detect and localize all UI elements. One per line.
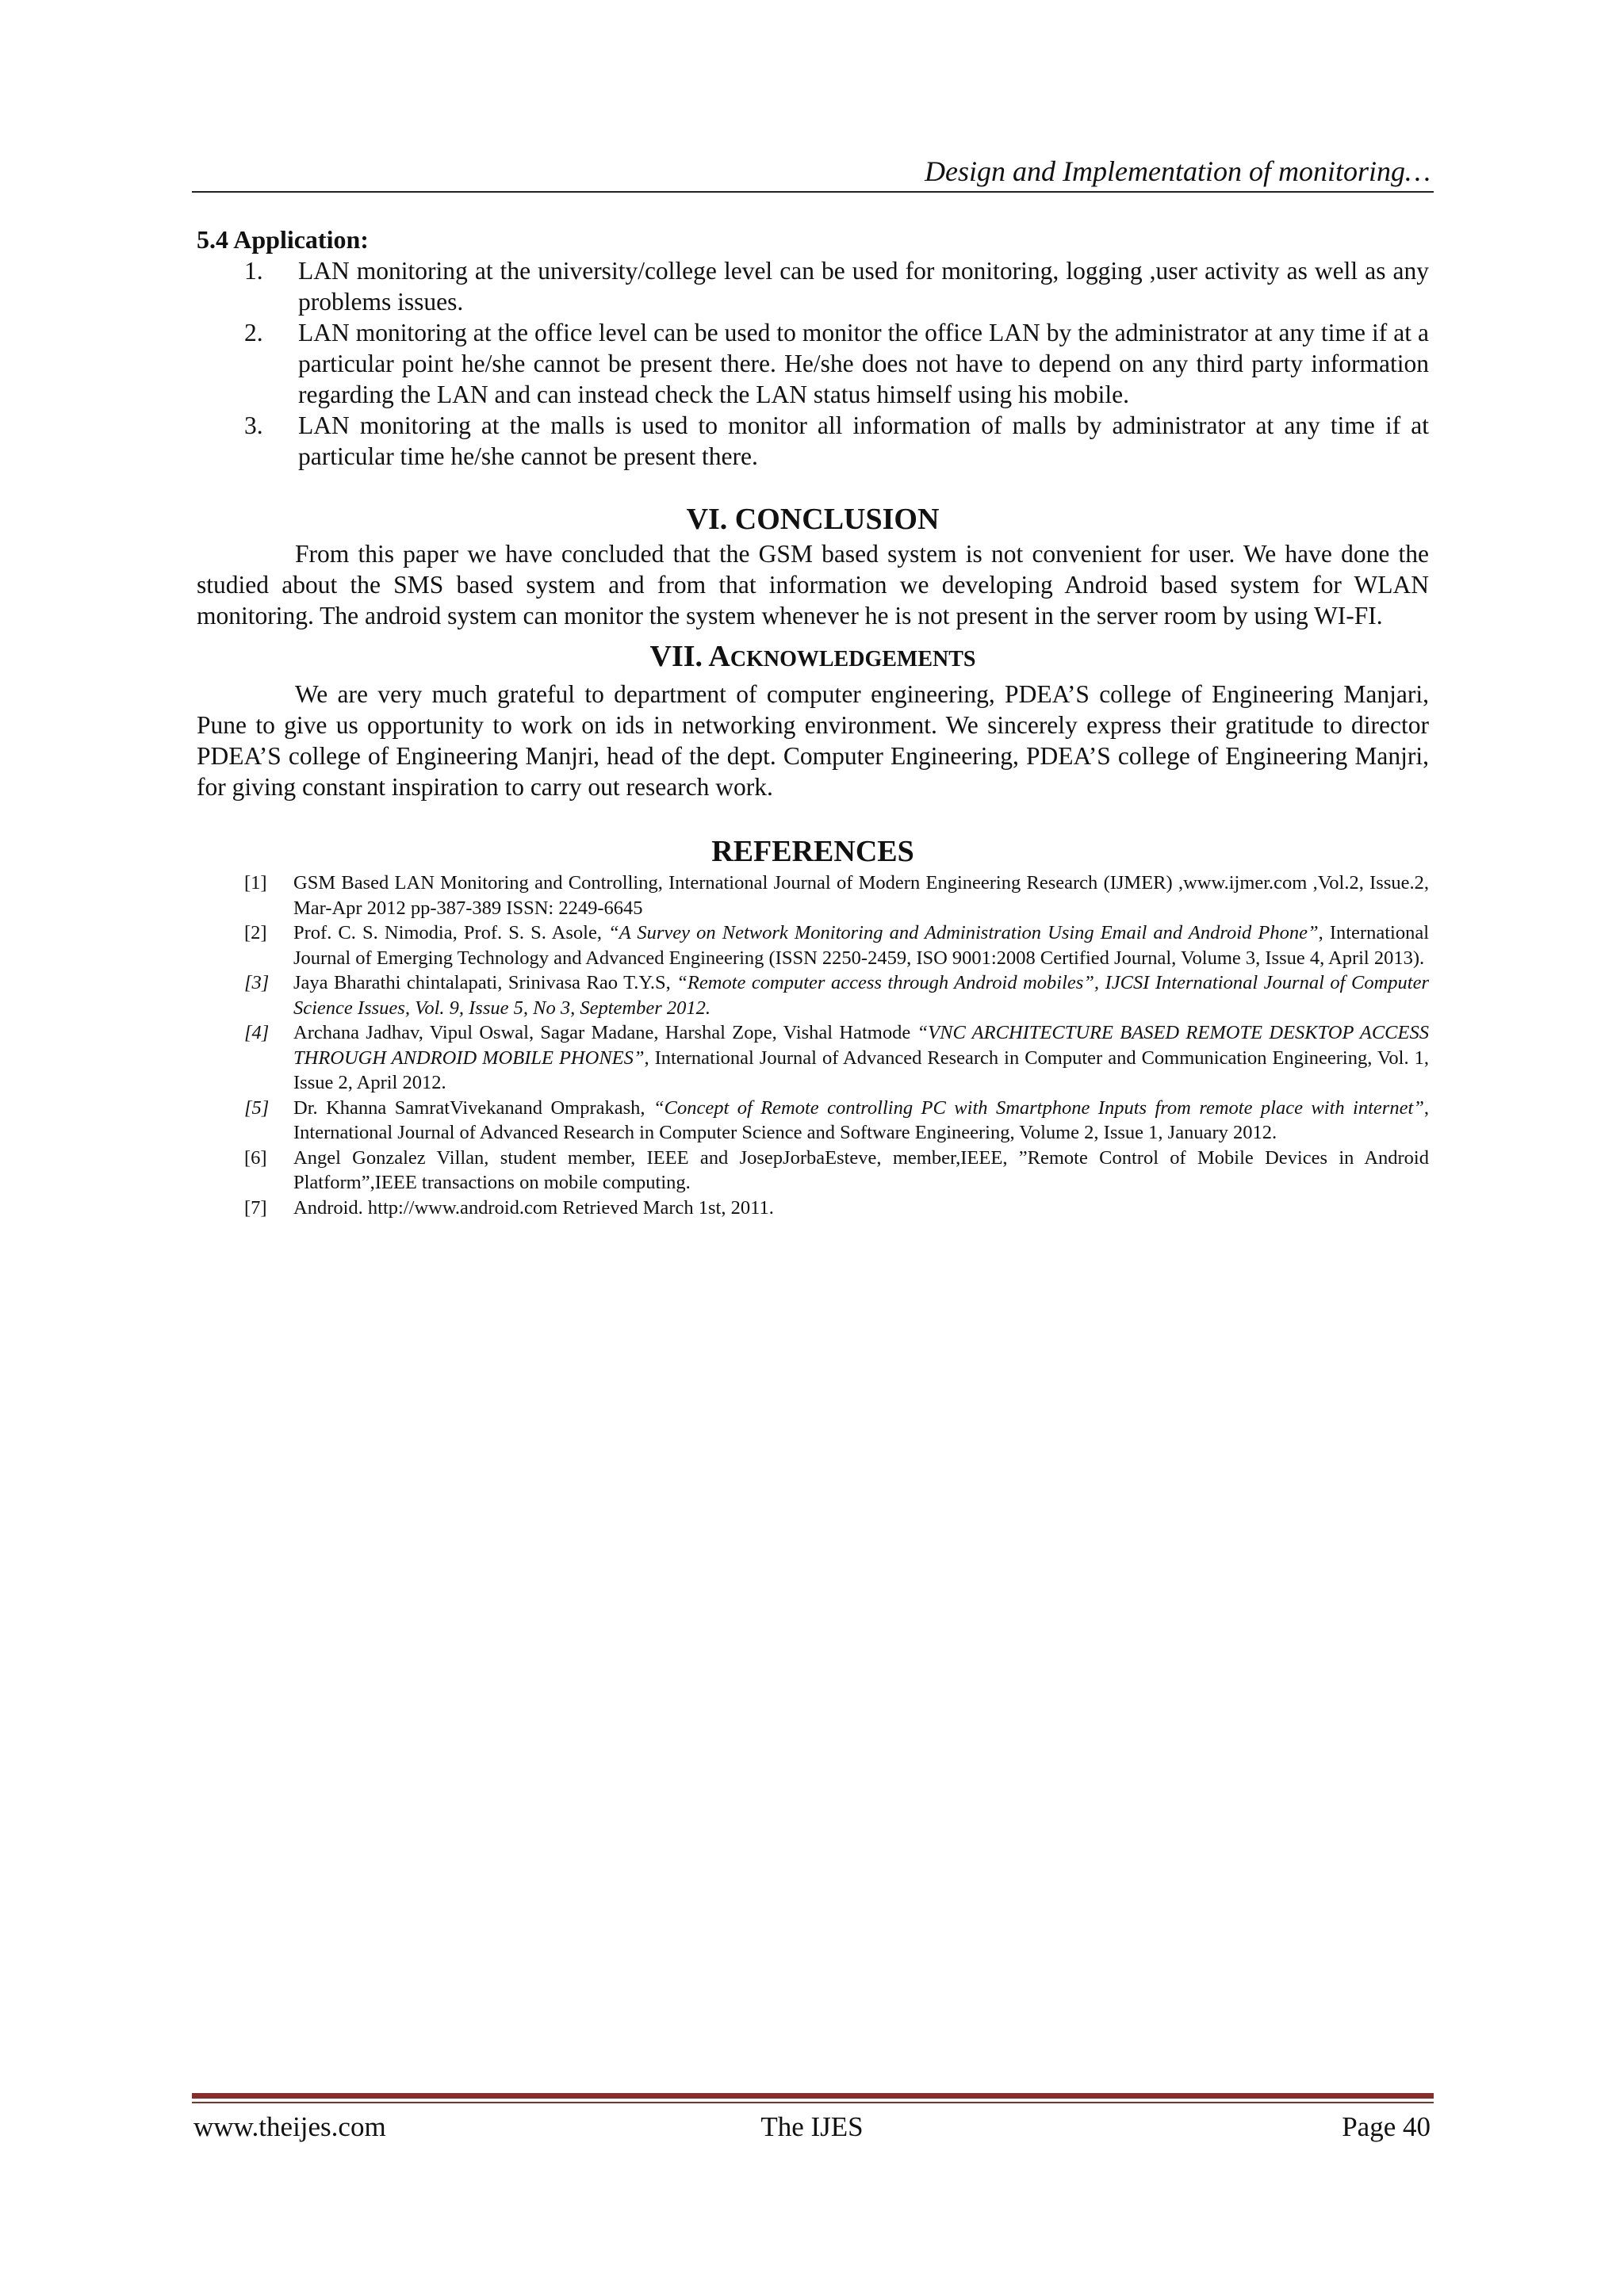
reference-authors: Jaya Bharathi chintalapati, Srinivasa Rao T.Y.S, bbox=[293, 972, 677, 993]
reference-text bbox=[293, 1196, 1429, 1221]
reference-item bbox=[197, 970, 1429, 1020]
reference-number: [7] bbox=[244, 1196, 267, 1219]
reference-title: “Concept of Remote controlling PC with Smartphone Inputs from remote place with internet” bbox=[653, 1096, 1424, 1119]
footer-rule-thin bbox=[192, 2102, 1434, 2103]
acknowledgements-paragraph: We are very much grateful to department of computer engineering, PDEA’S college of Engineering Manjari, Pune to give us opportunity to work on ids in networking environment. We sincerely express their gratitude to director PDEA’S college of Engineering Manjri, head of the dept. Computer Engineering, PDEA’S college of Engineering Manjri, for giving constant inspiration to carry out research work. bbox=[197, 680, 1429, 801]
reference-source: , International Journal of Advanced Research in Computer and Communication Engineering, Vol. 1, Issue 2, April 2012. bbox=[293, 1047, 1429, 1093]
list-item-text: LAN monitoring at the office level can be used to monitor the office LAN by the administrator at any time if at a particular point he/she cannot be present there. He/she does not have to depend on any third party information regarding the LAN and can instead check the LAN status himself using his mobile. bbox=[298, 319, 1429, 408]
reference-item bbox=[197, 1096, 1429, 1146]
reference-source: , International Journal of Advanced Research in Computer Science and Software Engineering, Volume 2, Issue 1, January 2012. bbox=[293, 1096, 1430, 1143]
application-list bbox=[197, 255, 1429, 472]
reference-authors: Prof. C. S. Nimodia, Prof. S. S. Asole, bbox=[293, 922, 609, 943]
page-content bbox=[197, 224, 1429, 1220]
reference-text bbox=[293, 920, 1429, 970]
list-item bbox=[197, 255, 1429, 317]
footer-page-number: Page 40 bbox=[1342, 2111, 1431, 2142]
reference-number: [2] bbox=[244, 922, 267, 943]
reference-item bbox=[197, 1146, 1429, 1196]
acknowledgements-heading bbox=[197, 637, 1429, 679]
reference-text bbox=[293, 1146, 1429, 1196]
reference-number: [1] bbox=[244, 872, 267, 894]
reference-authors: GSM Based LAN Monitoring and Controlling, International Journal of Modern Engineering Research (IJMER) ,www.ijmer.com ,Vol.2, Issue.2, Mar-Apr 2012 pp-387-389 ISSN: 2249-6645 bbox=[293, 872, 1429, 919]
reference-text bbox=[293, 1020, 1429, 1096]
running-header: Design and Implementation of monitoring… bbox=[925, 155, 1431, 187]
reference-source: , International Journal of Emerging Technology and Advanced Engineering (ISSN 2250-2459, ISO 9001:2008 Certified Journal, Volume 3, Issue 4, April 2013). bbox=[293, 922, 1430, 969]
reference-number: [4] bbox=[244, 1022, 270, 1043]
list-item bbox=[197, 410, 1429, 472]
footer-journal: The IJES bbox=[760, 2111, 864, 2142]
list-item-number: 1. bbox=[244, 257, 263, 285]
reference-item bbox=[197, 871, 1429, 920]
reference-authors: Dr. Khanna SamratVivekanand Omprakash, bbox=[293, 1096, 653, 1119]
list-item-number: 3. bbox=[244, 411, 263, 439]
reference-text bbox=[293, 871, 1429, 920]
list-item-number: 2. bbox=[244, 319, 263, 346]
list-item bbox=[197, 317, 1429, 410]
reference-authors: Archana Jadhav, Vipul Oswal, Sagar Madane, Harshal Zope, Vishal Hatmode bbox=[293, 1022, 917, 1043]
reference-title: “VNC ARCHITECTURE BASED REMOTE DESKTOP ACCESS THROUGH ANDROID MOBILE PHONES” bbox=[293, 1022, 1429, 1069]
footer-rule-thick bbox=[192, 2093, 1434, 2099]
acknowledgements-heading-rest: CKNOWLEDGEMENTS bbox=[730, 647, 976, 672]
reference-number: [6] bbox=[244, 1146, 267, 1169]
acknowledgements-heading-prefix: VII. A bbox=[649, 640, 730, 673]
references-heading: REFERENCES bbox=[711, 835, 914, 868]
reference-text bbox=[293, 970, 1429, 1020]
reference-title: “A Survey on Network Monitoring and Administration Using Email and Android Phone” bbox=[608, 922, 1319, 943]
list-item-text: LAN monitoring at the malls is used to monitor all information of malls by administrator at any time if at particular time he/she cannot be present there. bbox=[298, 411, 1429, 470]
reference-title: “Remote computer access through Android mobiles”, IJCSI International Journal of Computer Science Issues, Vol. 9, Issue 5, No 3, September 2012. bbox=[293, 972, 1429, 1019]
conclusion-heading: VI. CONCLUSION bbox=[686, 503, 940, 536]
reference-authors: Android. http://www.android.com Retrieved March 1st, 2011. bbox=[293, 1196, 774, 1219]
header-rule bbox=[192, 191, 1434, 193]
references-list bbox=[197, 871, 1429, 1220]
reference-item bbox=[197, 1196, 1429, 1221]
reference-number: [5] bbox=[244, 1096, 270, 1119]
footer-website: www.theijes.com bbox=[193, 2111, 386, 2142]
reference-text bbox=[293, 1096, 1429, 1146]
reference-item bbox=[197, 1020, 1429, 1096]
reference-item bbox=[197, 920, 1429, 970]
conclusion-paragraph: From this paper we have concluded that the GSM based system is not convenient for user. We have done the studied about the SMS based system and from that information we developing Android based system for WLAN monitoring. The android system can monitor the system whenever he is not present in the server room by using WI-FI. bbox=[197, 540, 1429, 629]
reference-number: [3] bbox=[244, 972, 270, 993]
reference-authors: Angel Gonzalez Villan, student member, IEEE and JosepJorbaEsteve, member,IEEE, ”Remote Control of Mobile Devices in Android Platform”,IEEE transactions on mobile computing. bbox=[293, 1146, 1429, 1193]
application-heading: 5.4 Application: bbox=[197, 225, 369, 254]
list-item-text: LAN monitoring at the university/college level can be used for monitoring, logging ,user activity as well as any problems issues. bbox=[298, 257, 1429, 316]
